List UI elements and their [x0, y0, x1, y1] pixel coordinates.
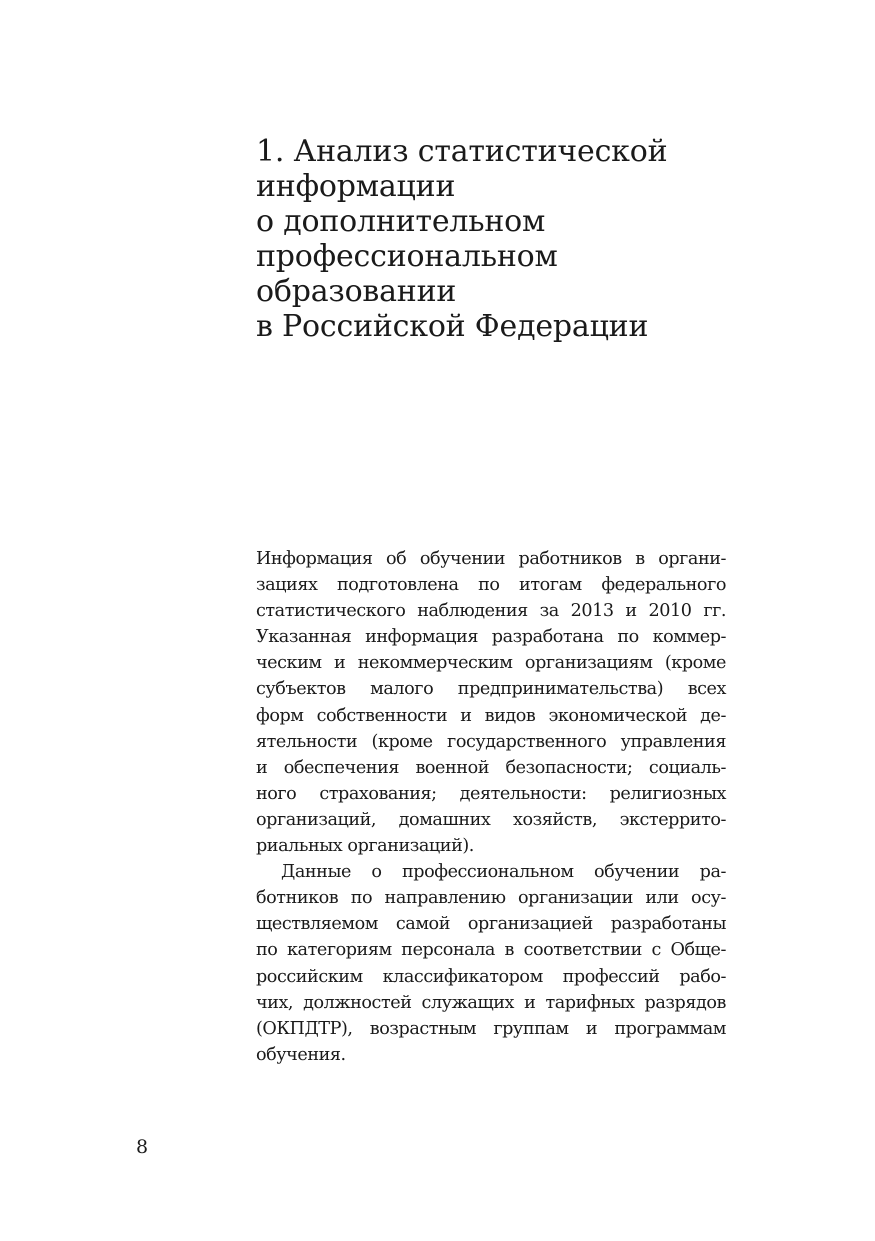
text-line: Данные о профессиональном обучении ра-: [281, 862, 726, 883]
text-line: обучения.: [256, 1044, 346, 1065]
text-line: ществляемом самой организацией разработаны: [256, 914, 726, 935]
text-line: и обеспечения военной безопасности; социаль-: [256, 757, 726, 778]
text-line: ботников по направлению организации или осу-: [256, 888, 726, 909]
text-line: зациях подготовлена по итогам федерального: [256, 575, 726, 596]
text-line: статистического наблюдения за 2013 и 2010 гг.: [256, 601, 726, 622]
chapter-title-line: 1. Анализ статистической: [256, 134, 668, 169]
text-line: чих, должностей служащих и тарифных разрядов: [256, 992, 726, 1013]
text-line: форм собственности и видов экономической де-: [256, 705, 726, 726]
text-line: российским классификатором профессий рабо-: [256, 966, 726, 987]
chapter-title-line: в Российской Федерации: [256, 309, 649, 344]
text-line: по категориям персонала в соответствии с Обще-: [256, 940, 726, 961]
text-line: субъектов малого предпринимательства) всех: [256, 679, 726, 700]
text-line: (ОКПДТР), возрастным группам и программам: [256, 1018, 726, 1039]
paragraph-statistics-info: [256, 546, 726, 859]
text-line: ятельности (кроме государственного управления: [256, 731, 726, 752]
chapter-title: [256, 134, 726, 344]
chapter-title-line: о дополнительном: [256, 204, 546, 239]
text-line: Информация об обучении работников в органи-: [256, 549, 726, 569]
text-line: ного страхования; деятельности: религиозных: [256, 783, 726, 804]
chapter-title-line: информации: [256, 169, 456, 204]
chapter-title-line: профессиональном: [256, 239, 558, 274]
paragraph-training-data: [256, 859, 726, 1068]
chapter-title-line: образовании: [256, 274, 457, 309]
text-line: Указанная информация разработана по коммер-: [256, 627, 726, 648]
page-number: 8: [136, 1136, 149, 1158]
body-text: [256, 546, 726, 1068]
text-line: риальных организаций).: [256, 836, 474, 857]
text-line: организаций, домашних хозяйств, экстеррито-: [256, 809, 726, 830]
text-line: ческим и некоммерческим организациям (кроме: [256, 653, 726, 674]
